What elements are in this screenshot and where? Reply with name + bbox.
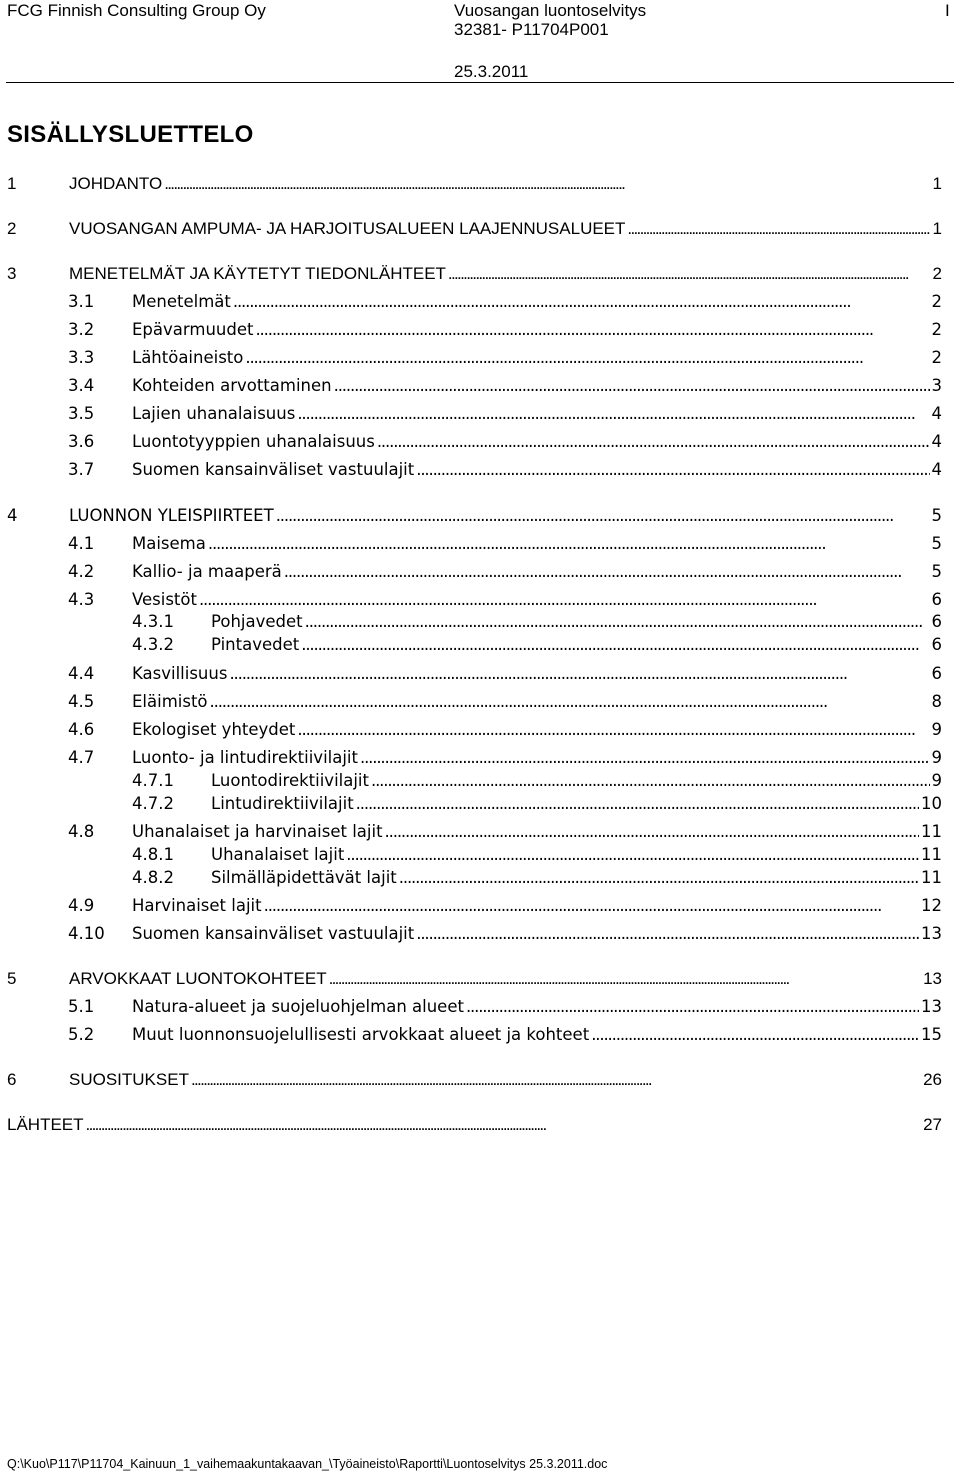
toc-entry-text: Kallio- ja maaperä — [132, 562, 282, 581]
dot-leader — [284, 562, 930, 581]
toc-entry-page: 5 — [931, 562, 942, 581]
toc-entry-text: Ekologiset yhteydet — [132, 720, 296, 739]
dot-leader — [416, 924, 919, 943]
toc-entry[interactable] — [7, 219, 942, 245]
dot-leader — [416, 460, 929, 479]
toc-entry-page: 6 — [931, 664, 942, 683]
toc-entry-text: Luonto- ja lintudirektiivilajit — [132, 748, 358, 767]
toc-entry-page: 9 — [931, 720, 942, 739]
toc-entry-page: 2 — [931, 348, 942, 367]
toc-entry-text: Lajien uhanalaisuus — [132, 404, 296, 423]
toc-entry-number: 4.5 — [68, 692, 95, 711]
dot-leader — [356, 794, 919, 813]
toc-entry-page: 9 — [931, 748, 942, 767]
toc-entry-number: 4.3 — [68, 590, 95, 609]
toc-entry[interactable] — [7, 174, 942, 200]
toc-entry-text: Menetelmät — [132, 292, 231, 311]
toc-entry-text: JOHDANTO — [69, 174, 163, 193]
toc-entry-number: 3.7 — [68, 460, 95, 479]
dot-leader — [264, 896, 919, 915]
toc-heading: SISÄLLYSLUETTELO — [7, 121, 254, 148]
toc-entry[interactable] — [68, 1025, 942, 1051]
toc-entry[interactable] — [68, 896, 942, 922]
dot-leader — [86, 1115, 922, 1135]
toc-entry-number: 4.8 — [68, 822, 95, 841]
toc-entry[interactable] — [7, 969, 942, 995]
toc-entry-number: 4.7.1 — [132, 771, 174, 790]
toc-entry-number: 5.2 — [68, 1025, 95, 1044]
toc-entry-text: Epävarmuudet — [132, 320, 254, 339]
dot-leader — [448, 264, 930, 284]
toc-entry-text: Eläimistö — [132, 692, 208, 711]
company-name: FCG Finnish Consulting Group Oy — [7, 1, 266, 20]
toc-entry-page: 4 — [931, 404, 942, 423]
toc-entry-page: 6 — [931, 612, 942, 631]
toc-entry-page: 2 — [932, 264, 942, 283]
toc-entry-number: 4.7.2 — [132, 794, 174, 813]
toc-entry[interactable] — [68, 376, 942, 402]
toc-entry[interactable] — [68, 562, 942, 588]
toc-entry-text: Suomen kansainväliset vastuulajit — [132, 460, 415, 479]
toc-entry[interactable] — [68, 534, 942, 560]
toc-entry-text: Silmälläpidettävät lajit — [211, 868, 397, 887]
document-date: 25.3.2011 — [454, 62, 529, 81]
toc-entry-number: 4.10 — [68, 924, 105, 943]
toc-entry[interactable] — [68, 320, 942, 346]
toc-entry[interactable] — [68, 692, 942, 718]
dot-leader — [245, 348, 929, 367]
toc-entry-page: 12 — [921, 896, 942, 915]
toc-entry-page: 6 — [931, 590, 942, 609]
toc-entry-text: Luontotyyppien uhanalaisuus — [132, 432, 375, 451]
dot-leader — [255, 320, 929, 339]
dot-leader — [276, 506, 930, 525]
toc-entry-text: LUONNON YLEISPIIRTEET — [69, 506, 274, 525]
toc-entry-number: 3 — [7, 264, 17, 283]
toc-entry[interactable] — [68, 348, 942, 374]
dot-leader — [229, 664, 929, 683]
toc-entry-number: 3.1 — [68, 292, 95, 311]
toc-entry-text: Suomen kansainväliset vastuulajit — [132, 924, 415, 943]
toc-entry-page: 5 — [931, 534, 942, 553]
toc-entry-page: 26 — [923, 1070, 942, 1089]
toc-entry-page: 11 — [921, 845, 942, 864]
toc-entry-text: Natura-alueet ja suojeluohjelman alueet — [132, 997, 464, 1016]
toc-entry-text: LÄHTEET — [7, 1115, 84, 1134]
toc-entry-page: 4 — [931, 432, 942, 451]
dot-leader — [371, 771, 930, 790]
dot-leader — [385, 822, 919, 841]
toc-entry-page: 6 — [931, 635, 942, 654]
file-path-footer: Q:\Kuo\P117\P11704_Kainuun_1_vaihemaakuntakaavan_\Työaineisto\Raportti\Luontoselvitys 25.3.2011.doc — [7, 1457, 608, 1471]
toc-entry-number: 4.4 — [68, 664, 95, 683]
toc-entry-number: 4.8.1 — [132, 845, 174, 864]
toc-entry-text: SUOSITUKSET — [69, 1070, 189, 1089]
toc-entry-text: VUOSANGAN AMPUMA- JA HARJOITUSALUEEN LAAJENNUSALUEET — [69, 219, 626, 238]
dot-leader — [297, 720, 929, 739]
page-number: I — [945, 1, 950, 20]
toc-entry-page: 15 — [921, 1025, 942, 1044]
dot-leader — [346, 845, 919, 864]
toc-entry[interactable] — [132, 868, 942, 894]
dot-leader — [334, 376, 930, 395]
toc-entry-text: Pohjavedet — [211, 612, 303, 631]
toc-entry-text: Uhanalaiset lajit — [211, 845, 345, 864]
toc-entry-page: 5 — [931, 506, 942, 525]
toc-entry-number: 3.4 — [68, 376, 95, 395]
toc-entry[interactable] — [132, 794, 942, 820]
toc-entry-text: Muut luonnonsuojelullisesti arvokkaat alueet ja kohteet — [132, 1025, 590, 1044]
toc-entry[interactable] — [68, 997, 942, 1023]
toc-entry-number: 4.6 — [68, 720, 95, 739]
toc-entry-text: Vesistöt — [132, 590, 197, 609]
toc-entry-number: 4.3.1 — [132, 612, 174, 631]
toc-entry-page: 8 — [931, 692, 942, 711]
toc-entry[interactable] — [68, 292, 942, 318]
toc-entry-text: Pintavedet — [211, 635, 300, 654]
toc-entry-page: 10 — [921, 794, 942, 813]
dot-leader — [466, 997, 919, 1016]
toc-entry[interactable] — [7, 506, 942, 532]
toc-entry-number: 5 — [7, 969, 17, 988]
toc-entry-page: 27 — [923, 1115, 942, 1134]
dot-leader — [199, 590, 930, 609]
dot-leader — [233, 292, 930, 311]
toc-entry-page: 2 — [931, 320, 942, 339]
toc-entry-page: 4 — [931, 460, 942, 479]
toc-entry-number: 6 — [7, 1070, 17, 1089]
project-code: 32381- P11704P001 — [454, 20, 609, 39]
toc-entry[interactable] — [132, 635, 942, 661]
dot-leader — [591, 1025, 919, 1044]
toc-entry-text: ARVOKKAAT LUONTOKOHTEET — [69, 969, 327, 988]
toc-entry-text: Lintudirektiivilajit — [211, 794, 354, 813]
toc-entry-text: MENETELMÄT JA KÄYTETYT TIEDONLÄHTEET — [69, 264, 446, 283]
dot-leader — [301, 635, 929, 654]
toc-entry-number: 4.8.2 — [132, 868, 174, 887]
toc-entry[interactable] — [68, 924, 942, 950]
toc-entry-number: 3.2 — [68, 320, 95, 339]
toc-entry[interactable] — [68, 432, 942, 458]
toc-entry-number: 2 — [7, 219, 17, 238]
toc-entry-number: 3.6 — [68, 432, 95, 451]
dot-leader — [627, 219, 930, 239]
toc-entry-page: 1 — [932, 219, 942, 238]
toc-entry-number: 1 — [7, 174, 17, 193]
toc-entry[interactable] — [68, 664, 942, 690]
toc-entry-page: 1 — [932, 174, 942, 193]
dot-leader — [329, 969, 921, 989]
toc-entry-page: 13 — [921, 997, 942, 1016]
toc-entry-text: Maisema — [132, 534, 206, 553]
toc-entry-number: 3.3 — [68, 348, 95, 367]
dot-leader — [297, 404, 929, 423]
toc-entry-number: 3.5 — [68, 404, 95, 423]
dot-leader — [360, 748, 930, 767]
toc-entry-page: 11 — [921, 868, 942, 887]
toc-entry-number: 5.1 — [68, 997, 95, 1016]
toc-entry-text: Harvinaiset lajit — [132, 896, 262, 915]
toc-entry-number: 4.7 — [68, 748, 95, 767]
dot-leader — [164, 174, 930, 194]
toc-entry[interactable] — [68, 404, 942, 430]
toc-entry-page: 13 — [921, 924, 942, 943]
dot-leader — [191, 1070, 921, 1090]
dot-leader — [208, 534, 930, 553]
toc-entry-number: 4.9 — [68, 896, 95, 915]
toc-entry[interactable] — [7, 1115, 942, 1141]
toc-entry-text: Uhanalaiset ja harvinaiset lajit — [132, 822, 383, 841]
toc-entry-page: 9 — [931, 771, 942, 790]
dot-leader — [210, 692, 930, 711]
toc-entry-number: 4 — [7, 506, 18, 525]
toc-entry-number: 4.1 — [68, 534, 95, 553]
toc-entry[interactable] — [68, 720, 942, 746]
toc-entry-page: 3 — [931, 376, 942, 395]
toc-entry-page: 13 — [923, 969, 942, 988]
dot-leader — [305, 612, 930, 631]
toc-entry-page: 2 — [931, 292, 942, 311]
toc-entry-page: 11 — [921, 822, 942, 841]
toc-entry[interactable] — [7, 264, 942, 290]
dot-leader — [377, 432, 930, 451]
toc-entry[interactable] — [68, 460, 942, 486]
dot-leader — [399, 868, 919, 887]
toc-entry-number: 4.3.2 — [132, 635, 174, 654]
document-title: Vuosangan luontoselvitys — [454, 1, 647, 20]
toc-entry-text: Luontodirektiivilajit — [211, 771, 369, 790]
toc-entry-text: Lähtöaineisto — [132, 348, 244, 367]
toc-entry-text: Kohteiden arvottaminen — [132, 376, 332, 395]
toc-entry-number: 4.2 — [68, 562, 95, 581]
toc-entry-text: Kasvillisuus — [132, 664, 228, 683]
toc-entry[interactable] — [7, 1070, 942, 1096]
